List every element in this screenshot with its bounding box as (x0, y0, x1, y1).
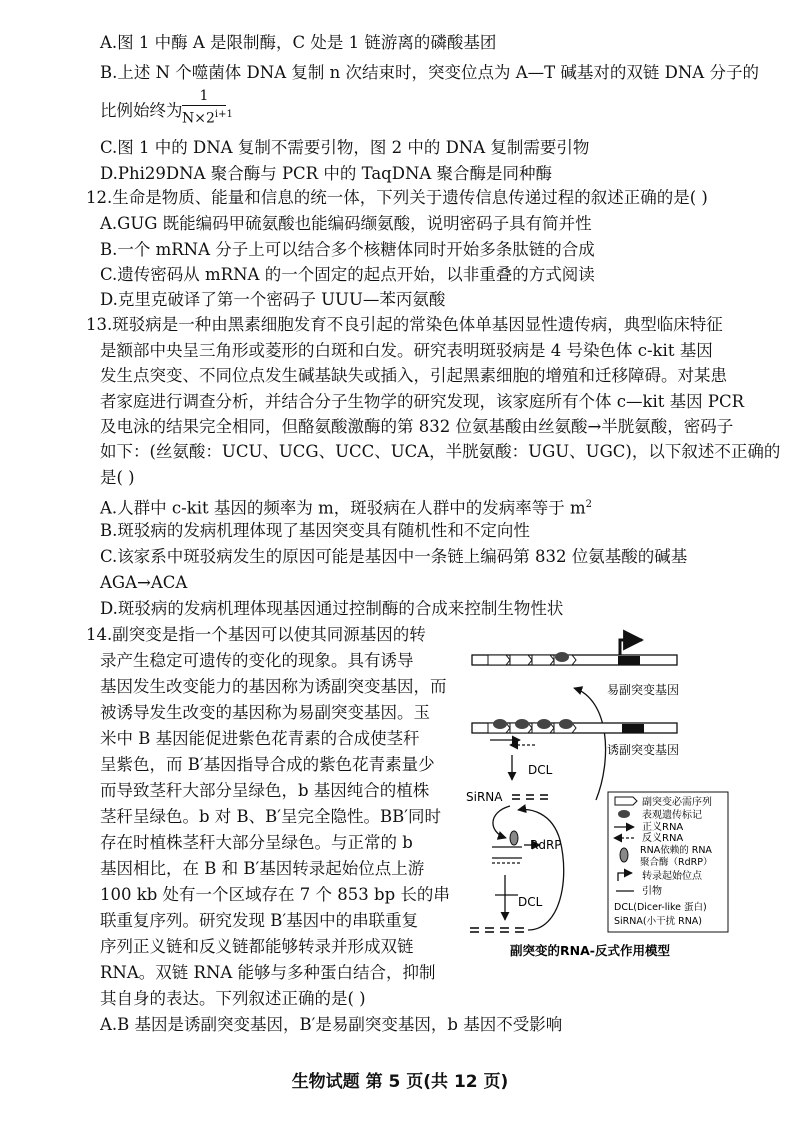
q13-stem-line: 发生点突变、不同位点发生碱基缺失或插入，引起黑素细胞的增殖和迁移障碍。对某患 (100, 366, 727, 385)
figure-caption: 副突变的RNA-反式作用模型 (510, 943, 670, 958)
legend-repeat-icon (615, 797, 637, 805)
label-dcl-1: DCL (528, 763, 553, 777)
legend-antisense: 反义RNA (642, 833, 684, 844)
q14-stem-line: 而导致茎秆大部分呈绿色，b 基因纯合的植株 (100, 781, 430, 800)
q11-option-d: D.Phi29DNA 聚合酶与 PCR 中的 TaqDNA 聚合酶是同种酶 (100, 164, 553, 183)
paramutagenic-gene-diagram (472, 719, 677, 745)
q13-option-c: C.该家系中斑驳病发生的原因可能是基因中一条链上编码第 832 位氨基酸的碱基 (100, 547, 688, 566)
figure-legend (608, 792, 728, 932)
legend-dcl: DCL(Dicer-like 蛋白) (614, 902, 707, 913)
label-sirna: SiRNA (466, 790, 503, 804)
q13-option-d: D.斑驳病的发病机理体现基因通过控制酶的合成来控制生物性状 (100, 599, 564, 618)
epigenetic-mark (493, 719, 507, 729)
fraction-numerator: 1 (199, 88, 209, 104)
epigenetic-mark (559, 719, 573, 729)
fraction-denominator: $N\times 2^{i+1}$ (182, 109, 233, 127)
q13-stem-line: 如下：(丝氨酸：UCU、UCG、UCC、UCA，半胱氨酸：UGU、UGC)，以下叙述不正确的 (100, 442, 781, 461)
q13-option-b: B.斑驳病的发病机理体现了基因突变具有随机性和不定向性 (100, 521, 530, 540)
superscript: 2 (585, 499, 593, 510)
q14-stem-line: 其自身的表达。下列叙述正确的是( ) (100, 989, 366, 1008)
q14-option-a: A.B 基因是诱副突变基因，B′是易副突变基因，b 基因不受影响 (100, 1015, 563, 1034)
q14-stem-line: 100 kb 处有一个区域存在 7 个 853 bp 长的串 (100, 885, 450, 904)
legend-mark-icon (618, 810, 630, 818)
q14-stem-line: 联重复序列。研究发现 B′基因中的串联重复 (100, 911, 419, 930)
label-paramutagenic-gene: 诱副突变基因 (607, 743, 680, 757)
q12-option-b: B.一个 mRNA 分子上可以结合多个核糖体同时开始多条肽链的合成 (100, 240, 595, 259)
legend-rdrp-2: 聚合酶（RdRP） (640, 857, 713, 868)
epigenetic-mark (537, 719, 551, 729)
legend-rdrp-icon (620, 848, 628, 862)
page-footer: 生物试题 第 5 页(共 12 页) (291, 1072, 509, 1092)
q12-stem: 12.生命是物质、能量和信息的统一体，下列关于遗传信息传递过程的叙述正确的是( ) (86, 188, 708, 207)
q14-stem-line: 存在时植株茎秆大部分呈绿色。与正常的 b (100, 833, 413, 852)
gene-block (622, 724, 644, 733)
q14-stem-line: 呈紫色，而 B′基因指导合成的紫色花青素量少 (100, 755, 435, 774)
q13-stem-line: 及电泳的结果完全相同，但酪氨酸激酶的第 832 位氨基酸由丝氨酸→半胱氨酸，密码子 (100, 417, 734, 436)
rdrp-enzyme (510, 831, 518, 845)
q12-option-d: D.克里克破译了第一个密码子 UUU—苯丙氨酸 (100, 290, 446, 309)
legend-epi-mark: 表观遗传标记 (642, 810, 702, 821)
epigenetic-mark (555, 652, 569, 662)
return-arrow (518, 810, 564, 930)
q13-option-a: A.人群中 c-kit 基因的频率为 m，斑驳病在人群中的发病率等于 $m^2$ (100, 498, 593, 518)
q14-stem-line: 基因相比，在 B 和 B′基因转录起始位点上游 (100, 859, 425, 878)
legend-rdrp-1: RNA依赖的 RNA (640, 845, 712, 856)
q13-stem-line: 13.斑驳病是一种由黑素细胞发育不良引起的常染色体单基因显性遗传病，典型临床特征 (86, 315, 723, 334)
q11-option-a: A.图 1 中酶 A 是限制酶，C 处是 1 链游离的磷酸基团 (100, 33, 497, 52)
sirna-duplex (470, 928, 524, 932)
legend-repeat: 副突变必需序列 (642, 797, 712, 808)
q14-stem-line: 米中 B 基因能促进紫色花青素的合成使茎秆 (100, 729, 420, 748)
q13-option-c-cont: AGA→ACA (100, 573, 188, 592)
legend-primer: 引物 (642, 886, 662, 897)
q14-stem-line: 基因发生改变能力的基因称为诱副突变基因，而 (100, 677, 447, 696)
q13-stem-line: 者家庭进行调查分析，并结合分子生物学的研究发现，该家庭所有个体 c—kit 基因 PCR (100, 392, 745, 411)
q13-stem-line: 是额部中央呈三角形或菱形的白斑和白发。研究表明斑驳病是 4 号染色体 c-kit 基因 (100, 341, 713, 360)
q14-stem-line: 14.副突变是指一个基因可以使其同源基因的转 (86, 625, 426, 644)
fraction-exponent: i+1 (214, 109, 233, 120)
q13-stem-line: 是( ) (100, 468, 135, 487)
label-dcl-2: DCL (518, 895, 543, 909)
label-paramutable-gene: 易副突变基因 (607, 683, 680, 697)
q14-stem-line: RNA。双链 RNA 能够与多种蛋白结合，抑制 (100, 963, 436, 982)
q14-stem-line: 录产生稳定可遗传的变化的现象。具有诱导 (100, 651, 414, 670)
feedback-arrow (574, 688, 606, 800)
paramutable-gene-diagram (472, 640, 677, 665)
legend-sense: 正义RNA (642, 822, 684, 833)
q14-stem-line: 序列正义链和反义链都能够转录并形成双链 (100, 937, 414, 956)
q12-option-a: A.GUG 既能编码甲硫氨酸也能编码缬氨酸，说明密码子具有简并性 (100, 214, 592, 233)
q11-option-c: C.图 1 中的 DNA 复制不需要引物，图 2 中的 DNA 复制需要引物 (100, 138, 590, 157)
q11-option-b-cont: 比例始终为 (100, 101, 183, 120)
gene-block (618, 656, 640, 665)
q14-stem-line: 茎秆呈绿色。b 对 B、B′呈完全隐性。BB′同时 (100, 807, 442, 826)
q12-option-c: C.遗传密码从 mRNA 的一个固定的起点开始，以非重叠的方式阅读 (100, 265, 595, 284)
sirna-duplex (512, 795, 548, 799)
legend-tss: 转录起始位点 (642, 871, 702, 882)
q14-stem-line: 被诱导发生改变的基因称为易副突变基因。玉 (100, 703, 430, 722)
legend-sirna: SiRNA(小干扰 RNA) (614, 916, 703, 927)
label-rdrp: RdRP (530, 838, 562, 852)
loop-arrow (493, 806, 510, 838)
tss-arrow (620, 640, 642, 655)
q11-option-b: B.上述 N 个噬菌体 DNA 复制 n 次结束时，突变位点为 A—T 碱基对的双链 DNA 分子的 (100, 63, 759, 82)
epigenetic-mark (515, 719, 529, 729)
